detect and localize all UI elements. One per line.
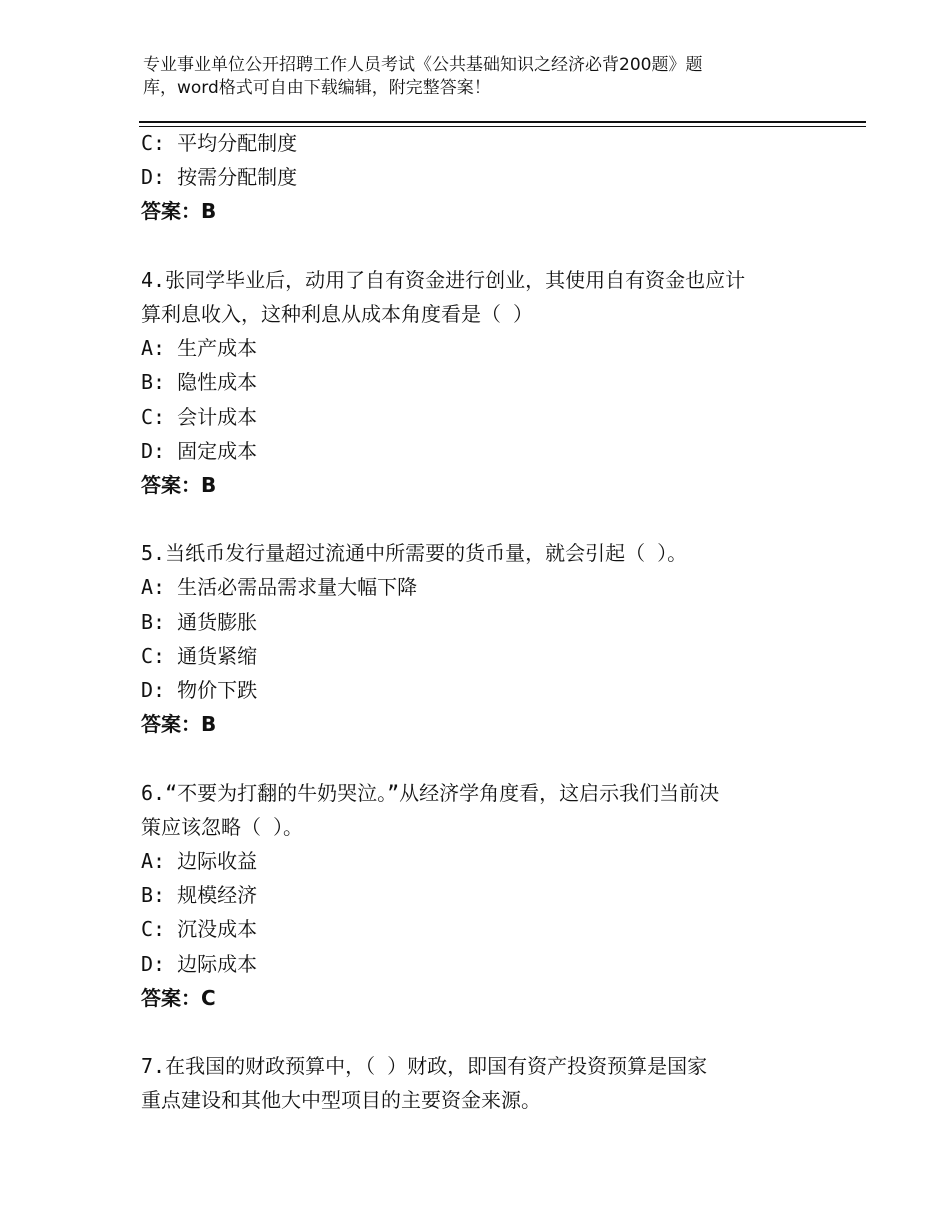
option-a: A: 生产成本 — [141, 336, 258, 361]
option-d: D: 物价下跌 — [141, 678, 258, 702]
option-b: B: 通货膨胀 — [141, 609, 258, 634]
option-c: C: 沉没成本 — [141, 917, 258, 942]
question-text-line-1: 5.当纸币发行量超过流通中所需要的货币量，就会引起（ ）。 — [141, 541, 688, 566]
option-b: B: 隐性成本 — [141, 370, 258, 395]
question-text-line-2: 策应该忽略（ ）。 — [141, 814, 304, 839]
question-5 — [141, 536, 841, 741]
question-text-line-1: 4.张同学毕业后，动用了自有资金进行创业，其使用自有资金也应计 — [141, 267, 746, 292]
answer-line: 答案：C — [141, 985, 216, 1010]
header-title-line-2: 库，word格式可自由下载编辑，附完整答案！ — [143, 78, 491, 98]
question-6 — [141, 776, 841, 1015]
answer-line: 答案：B — [141, 712, 217, 737]
option-c: C: 平均分配制度 — [141, 131, 298, 155]
answer-line: 答案：B — [141, 472, 217, 497]
option-c: C: 通货紧缩 — [141, 643, 258, 668]
question-spacer — [141, 741, 841, 775]
question-text-line-1: 6.“不要为打翻的牛奶哭泣。”从经济学角度看，这启示我们当前决 — [141, 780, 720, 805]
option-a: A: 生活必需品需求量大幅下降 — [141, 575, 418, 600]
document-header — [143, 54, 868, 100]
question-text-line-2: 重点建设和其他大中型项目的主要资金来源。 — [141, 1088, 541, 1113]
header-divider-thick — [139, 121, 866, 123]
question-spacer — [141, 1015, 841, 1049]
answer-line: 答案：B — [141, 199, 217, 224]
option-d: D: 按需分配制度 — [141, 165, 298, 190]
header-title-line-1: 专业事业单位公开招聘工作人员考试《公共基础知识之经济必背200题》题 — [143, 55, 703, 75]
question-7 — [141, 1049, 841, 1117]
question-3-tail — [141, 126, 841, 229]
option-d: D: 固定成本 — [141, 438, 258, 463]
question-list — [141, 126, 841, 1117]
question-text-line-2: 算利息收入，这种利息从成本角度看是（ ） — [141, 301, 534, 326]
question-spacer — [141, 229, 841, 263]
question-text-line-1: 7.在我国的财政预算中，（ ）财政，即国有资产投资预算是国家 — [141, 1054, 708, 1079]
question-spacer — [141, 502, 841, 536]
question-4 — [141, 263, 841, 502]
option-d: D: 边际成本 — [141, 951, 258, 976]
option-c: C: 会计成本 — [141, 404, 258, 429]
option-a: A: 边际收益 — [141, 848, 258, 873]
option-b: B: 规模经济 — [141, 883, 258, 908]
